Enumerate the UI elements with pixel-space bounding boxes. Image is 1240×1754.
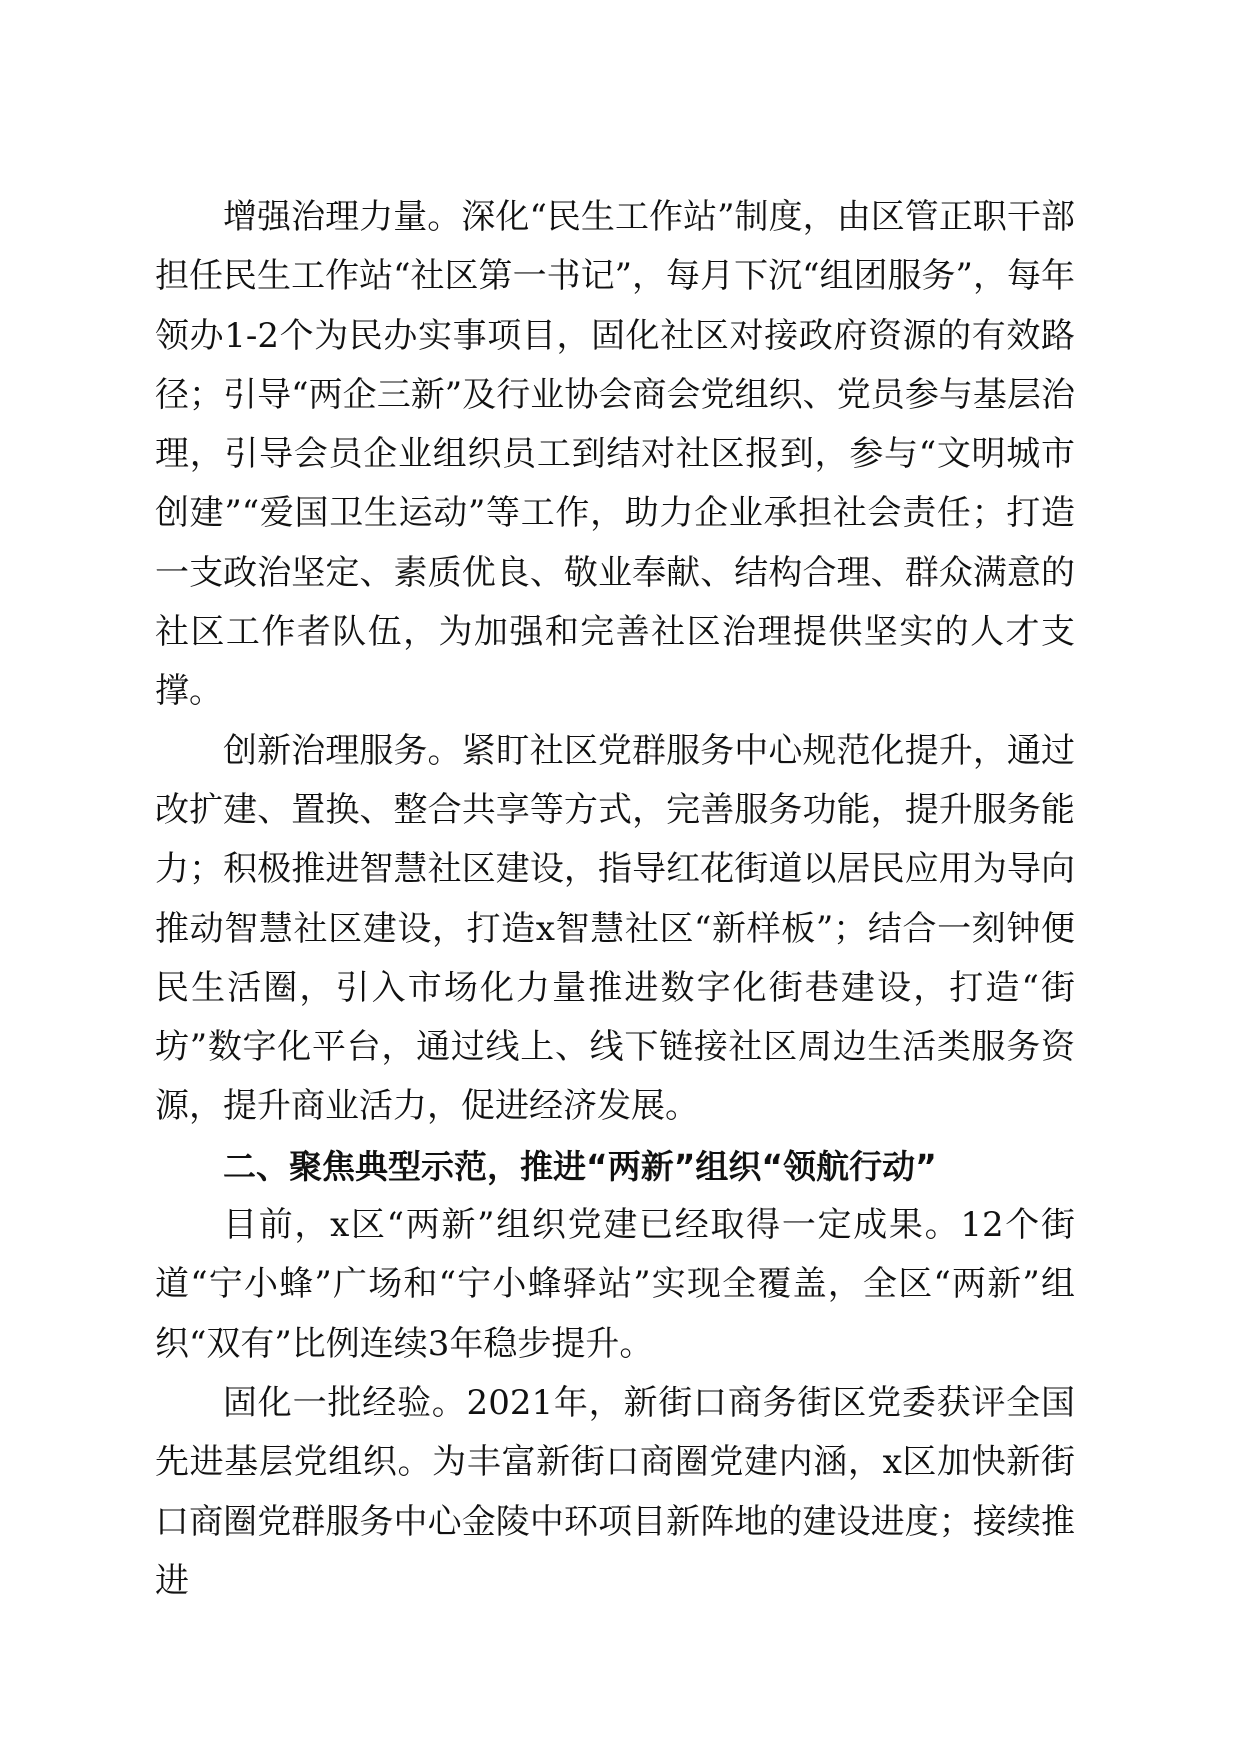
document-body: [155, 188, 1075, 1611]
paragraph-governance-service: 创新治理服务。紧盯社区党群服务中心规范化提升，通过改扩建、置换、整合共享等方式，完善服务功能，提升服务能力；积极推进智慧社区建设，指导红花街道以居民应用为导向推动智慧社区建设，打造x智慧社区“新样板”；结合一刻钟便民生活圈，引入市场化力量推进数字化街巷建设，打造“街坊”数字化平台，通过线上、线下链接社区周边生活类服务资源，提升商业活力，促进经济发展。: [155, 730, 1075, 1127]
paragraph-governance-strength: 增强治理力量。深化“民生工作站”制度，由区管正职干部担任民生工作站“社区第一书记”，每月下沉“组团服务”，每年领办1-2个为民办实事项目，固化社区对接政府资源的有效路径；引导“两企三新”及行业协会商会党组织、党员参与基层治理，引导会员企业组织员工到结对社区报到，参与“文明城市创建”“爱国卫生运动”等工作，助力企业承担社会责任；打造一支政治坚定、素质优良、敬业奉献、结构合理、群众满意的社区工作者队伍，为加强和完善社区治理提供坚实的人才支撑。: [155, 197, 1075, 712]
paragraph-experience: 固化一批经验。2021年，新街口商务街区党委获评全国先进基层党组织。为丰富新街口商圈党建内涵，x区加快新街口商圈党群服务中心金陵中环项目新阵地的建设进度；接续推进: [155, 1382, 1075, 1601]
paragraph-current-results: 目前，x区“两新”组织党建已经取得一定成果。12个街道“宁小蜂”广场和“宁小蜂驿站”实现全覆盖，全区“两新”组织“双有”比例连续3年稳步提升。: [155, 1205, 1075, 1364]
section-heading: 二、聚焦典型示范，推进“两新”组织“领航行动”: [223, 1146, 937, 1186]
